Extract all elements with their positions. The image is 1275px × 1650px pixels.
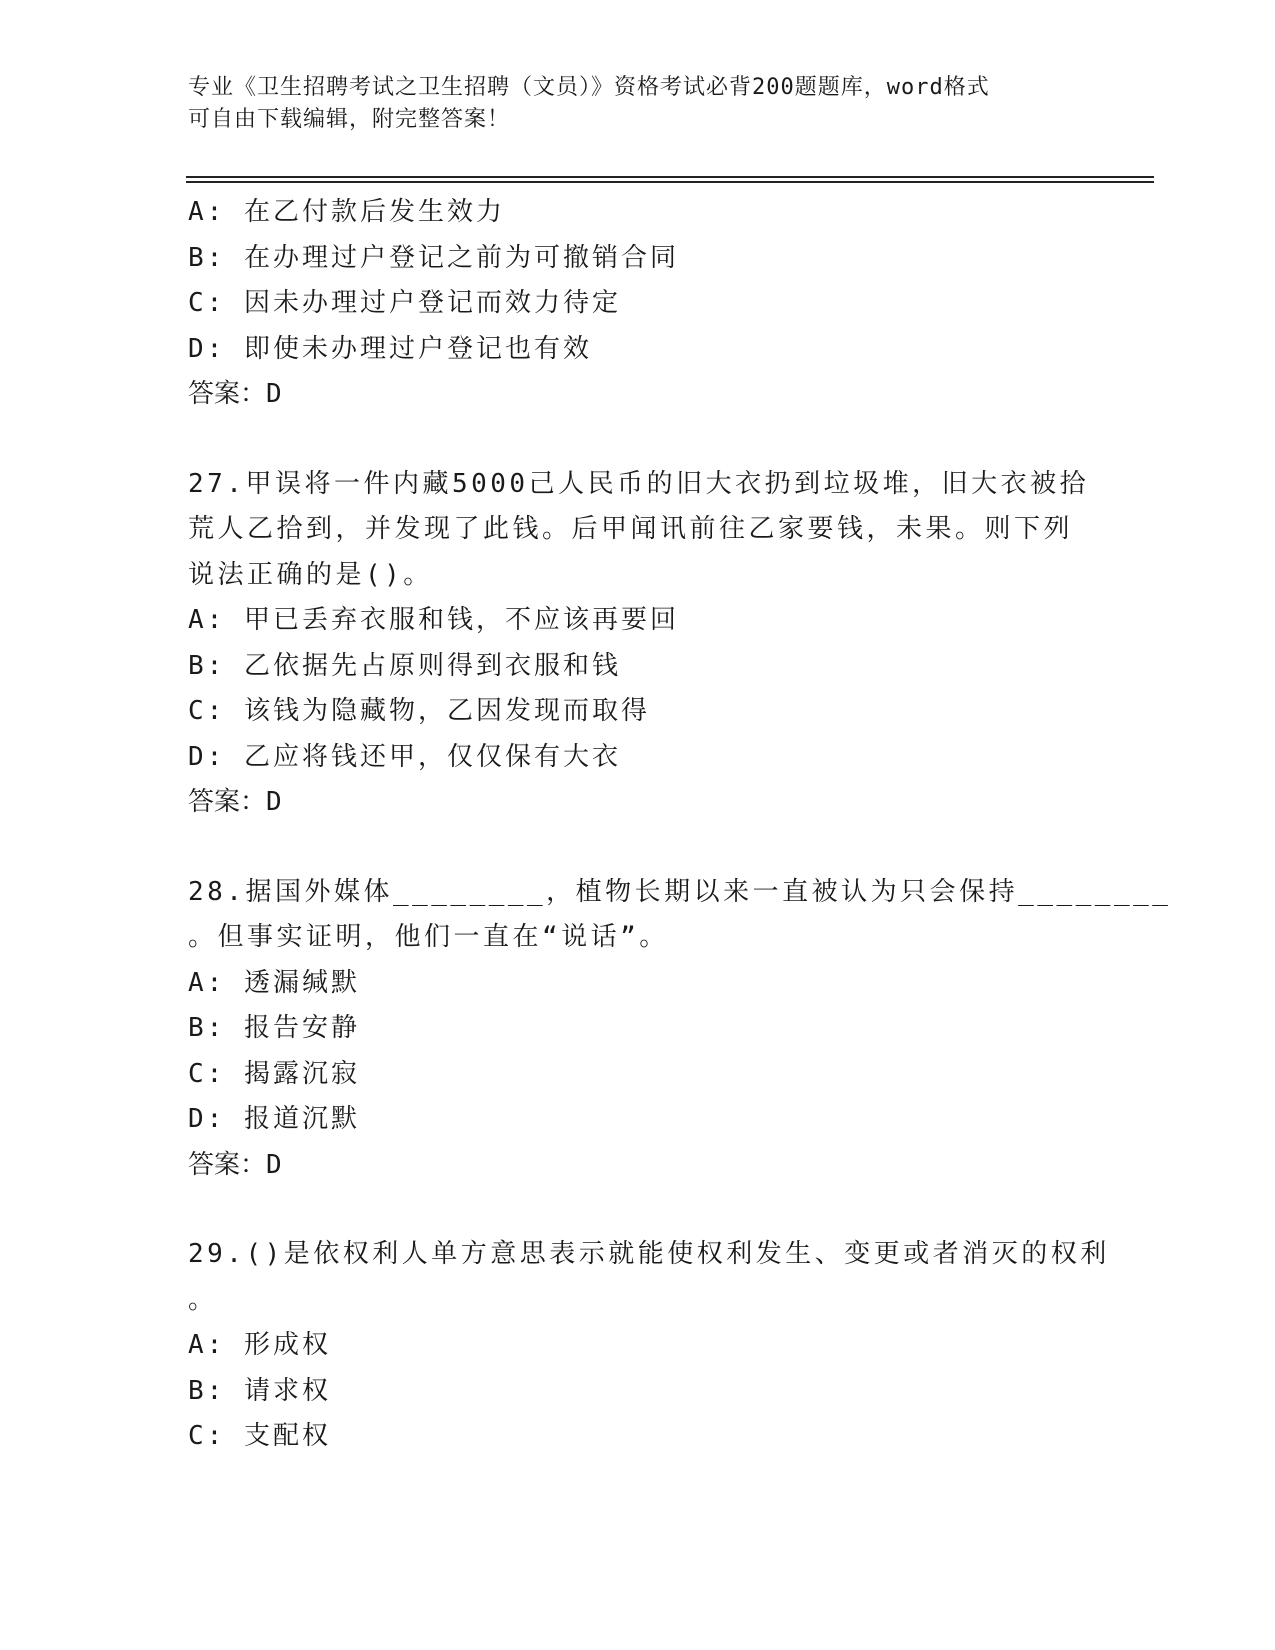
- question-text-line: 荒人乙拾到，并发现了此钱。后甲闻讯前往乙家要钱，未果。则下列: [188, 514, 1074, 544]
- option-b: B: 请求权: [188, 1375, 331, 1406]
- question-29: [188, 1232, 1110, 1460]
- spacer: [188, 1188, 1088, 1232]
- option-a: A: 甲已丢弃衣服和钱，不应该再要回: [188, 605, 679, 635]
- option-d: D: 乙应将钱还甲，仅仅保有大衣: [188, 741, 621, 772]
- option-a: A: 透漏缄默: [188, 967, 360, 998]
- option-d: D: 即使未办理过户登记也有效: [188, 333, 592, 364]
- option-a: A: 形成权: [188, 1330, 331, 1360]
- spacer: [188, 826, 1088, 870]
- answer: 答案：D: [188, 379, 282, 409]
- option-b: B: 在办理过户登记之前为可撤销合同: [188, 242, 679, 273]
- spacer: [188, 418, 1088, 462]
- question-27: [188, 462, 1088, 826]
- answer: 答案：D: [188, 1149, 282, 1180]
- answer: 答案：D: [188, 787, 282, 817]
- header-divider-top: [186, 176, 1154, 178]
- option-c: C: 揭露沉寂: [188, 1058, 360, 1089]
- header-divider-bottom: [186, 181, 1154, 183]
- option-c: C: 支配权: [188, 1421, 331, 1451]
- option-d: D: 报道沉默: [188, 1104, 360, 1134]
- option-c: C: 因未办理过户登记而效力待定: [188, 288, 621, 318]
- document-header: [188, 72, 1088, 136]
- header-title-line-1: 专业《卫生招聘考试之卫生招聘（文员）》资格考试必背200题题库，word格式: [188, 75, 990, 100]
- option-b: B: 报告安静: [188, 1013, 360, 1043]
- header-title-line-2: 可自由下载编辑，附完整答案！: [188, 107, 511, 132]
- option-b: B: 乙依据先占原则得到衣服和钱: [188, 650, 621, 681]
- question-text-line: 28.据国外媒体________，植物长期以来一直被认为只会保持________: [188, 876, 1172, 907]
- question-text-line: 27.甲误将一件内藏5000己人民币的旧大衣扔到垃圾堆，旧大衣被拾: [188, 468, 1090, 499]
- option-a: A: 在乙付款后发生效力: [188, 197, 505, 227]
- question-text-line: 29.()是依权利人单方意思表示就能使权利发生、变更或者消灭的权利: [188, 1239, 1110, 1269]
- question-text-line: 。但事实证明，他们一直在“说话”。: [188, 922, 669, 952]
- question-list: [188, 190, 1172, 1460]
- option-c: C: 该钱为隐藏物，乙因发现而取得: [188, 696, 650, 726]
- question-28: [188, 870, 1172, 1189]
- question-text-line: 。: [188, 1284, 218, 1315]
- question-26: [188, 190, 1088, 418]
- question-text-line: 说法正确的是()。: [188, 559, 433, 590]
